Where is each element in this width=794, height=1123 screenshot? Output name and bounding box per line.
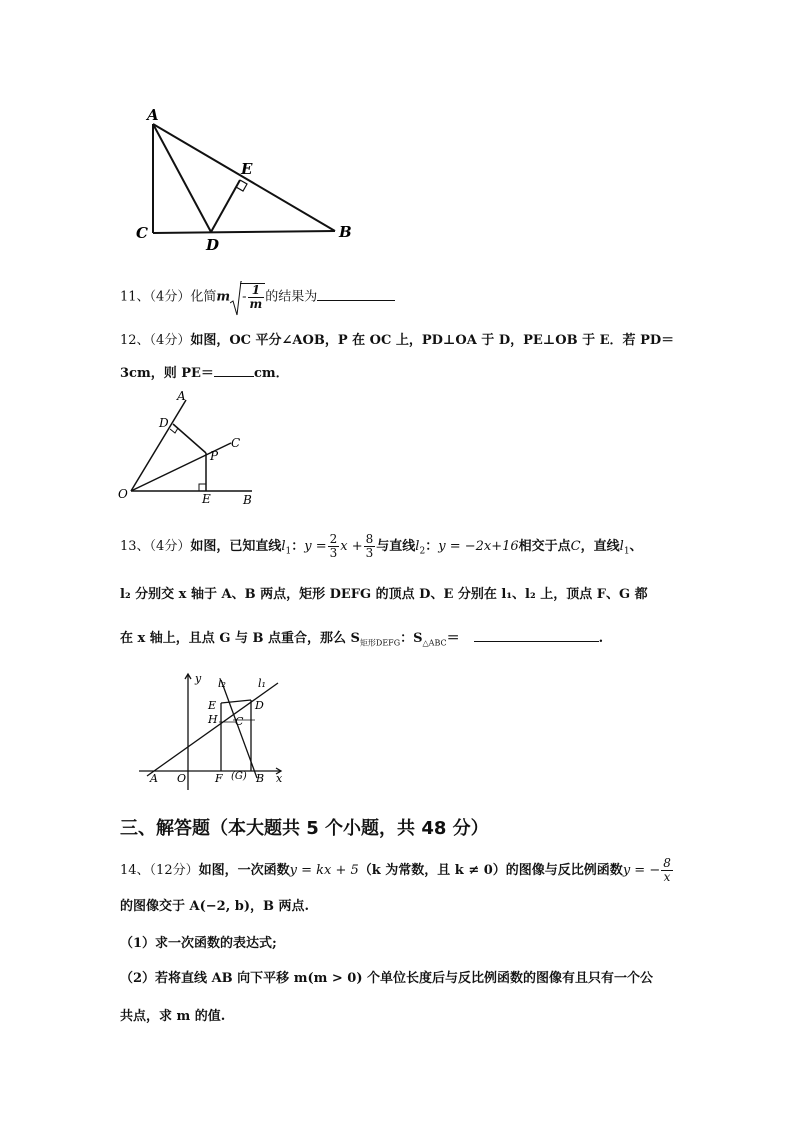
q13-t1: 如图，已知直线 [190,539,282,554]
question-14-part2-line1 [120,970,653,988]
q13-l2-sub: 2 [419,546,426,557]
fig3-label-A: A [150,772,158,785]
q12-text-line2a: 3cm，则 PE＝ [120,366,214,381]
question-12-line1 [120,332,674,350]
q12-number: 12、 [120,333,150,348]
fig3-label-H: H [208,713,218,726]
q14-text-line1b: （k 为常数，且 k ≠ 0）的图像与反比例函数 [358,863,623,878]
q13-eq2: y = −2x+16 [438,539,519,554]
q11-text-after: 的结果为 [265,289,318,305]
q13-l1-sub: 1 [285,546,292,557]
fig2-label-A: A [177,389,186,403]
q14-eq2: y = − [622,863,661,878]
q13-l1: l [281,539,286,554]
q11-number: 11、 [120,289,150,305]
question-11 [120,283,395,311]
q13-text-line3a: 在 x 轴上，且点 G 与 B 点重合，那么 S [120,631,360,646]
question-14-line2 [120,898,309,916]
q12-answer-blank [214,364,254,377]
fig3-label-l2: l₂ [218,677,226,690]
q11-answer-blank [317,288,395,301]
q13-frac2-den: 3 [365,546,374,560]
figure-angle-bisector [115,388,275,508]
q13-sub-rect: 矩形DEFG [359,638,401,648]
fig3-label-D: D [255,699,264,712]
q11-points: （4分） [149,289,191,305]
q13-frac1-den: 3 [329,546,338,560]
q11-denominator: m [249,297,263,311]
question-14-part1 [120,935,277,953]
fig2-label-O: O [118,487,128,501]
q13-text-line3c: ＝ [446,631,460,646]
q12-points: （4分） [149,333,191,348]
fig2-label-E: E [202,492,211,506]
q13-text-line2: l₂ 分别交 x 轴于 A、B 两点，矩形 DEFG 的顶点 D、E 分别在 l₁、l₂ 上，顶点 F、G 都 [120,587,648,602]
figure-right-triangle [130,100,370,255]
q13-frac2-num: 8 [365,532,374,546]
q14-part2-text-a: （2）若将直线 AB 向下平移 m(m > 0) 个单位长度后与反比例函数的图像有且只有一个公 [120,971,654,986]
q13-number: 13、 [120,539,150,554]
question-12-line2 [120,364,289,383]
q12-text-line2b: cm． [253,366,289,381]
q14-text-line2: 的图像交于 A(−2, b)，B 两点. [120,899,310,914]
fig2-label-B: B [243,493,252,507]
fig3-label-C: C [235,715,244,728]
question-13-line3 [120,629,603,653]
fig1-label-A: A [147,106,159,124]
q13-t8: 、 [629,539,643,554]
q13-yeq: y = [304,539,327,554]
fig1-label-B: B [339,223,352,241]
figure-coordinate-graph [135,668,290,793]
q11-var: m [216,289,231,305]
q13-l2: l [415,539,420,554]
q13-text-line3b: ：S [400,631,423,646]
q13-t7: ，直线 [580,539,620,554]
fig2-label-D: D [159,416,169,430]
q13-l1b: l [619,539,624,554]
q14-part1-text: （1）求一次函数的表达式; [120,936,277,951]
q11-numerator: 1 [248,284,265,298]
fig3-label-l1: l₁ [258,677,266,690]
fig2-label-C: C [231,436,241,450]
question-14-line1 [120,857,674,884]
fig1-label-C: C [136,224,148,242]
fig3-label-F: F [215,772,223,785]
q14-frac-num: 8 [663,856,671,870]
question-13-line2 [120,586,648,604]
question-14-part2-line2 [120,1008,225,1026]
fig3-label-B: B [256,772,265,785]
q11-sqrt [230,283,265,311]
q13-t3: x + [340,539,363,554]
q13-answer-blank [474,629,599,642]
fig2-label-P: P [210,449,219,463]
fig3-label-G: (G) [231,771,247,782]
sqrt-icon [230,281,242,317]
q14-number: 14、 [120,863,150,878]
q13-frac1-num: 2 [329,532,338,546]
question-13-line1 [120,533,643,561]
q13-points: （4分） [149,539,191,554]
q13-t2: ： [291,539,305,554]
fig3-label-x: x [276,772,283,785]
fig3-label-O: O [177,772,187,785]
q14-eq1: y = kx + 5 [289,863,359,878]
fig3-label-y: y [195,672,202,685]
q13-text-line3-end: . [598,631,604,646]
fig1-label-D: D [206,236,220,254]
q14-text-line1a: 如图，一次函数 [198,863,290,878]
q13-C: C [570,539,581,554]
q12-text-line1: 如图，OC 平分∠AOB，P 在 OC 上，PD⊥OA 于 D，PE⊥OB 于 E．若 PD＝ [190,333,675,348]
fig1-label-E: E [241,160,253,178]
q13-sub-tri: △ABC [422,638,447,648]
q14-part2-text-b: 共点，求 m 的值. [120,1009,226,1024]
q11-text-before: 化简 [190,289,217,305]
q11-sign: - [242,289,247,305]
q14-points: （12分） [149,863,199,878]
q13-t6: 相交于点 [518,539,571,554]
section-3-title: 三、解答题（本大题共 5 个小题，共 48 分） [120,818,489,839]
fig3-label-E: E [208,699,217,712]
q13-t5: ： [425,539,439,554]
q13-l1b-sub: 1 [623,546,630,557]
q13-t4: 与直线 [376,539,416,554]
q14-frac-den: x [663,870,671,884]
